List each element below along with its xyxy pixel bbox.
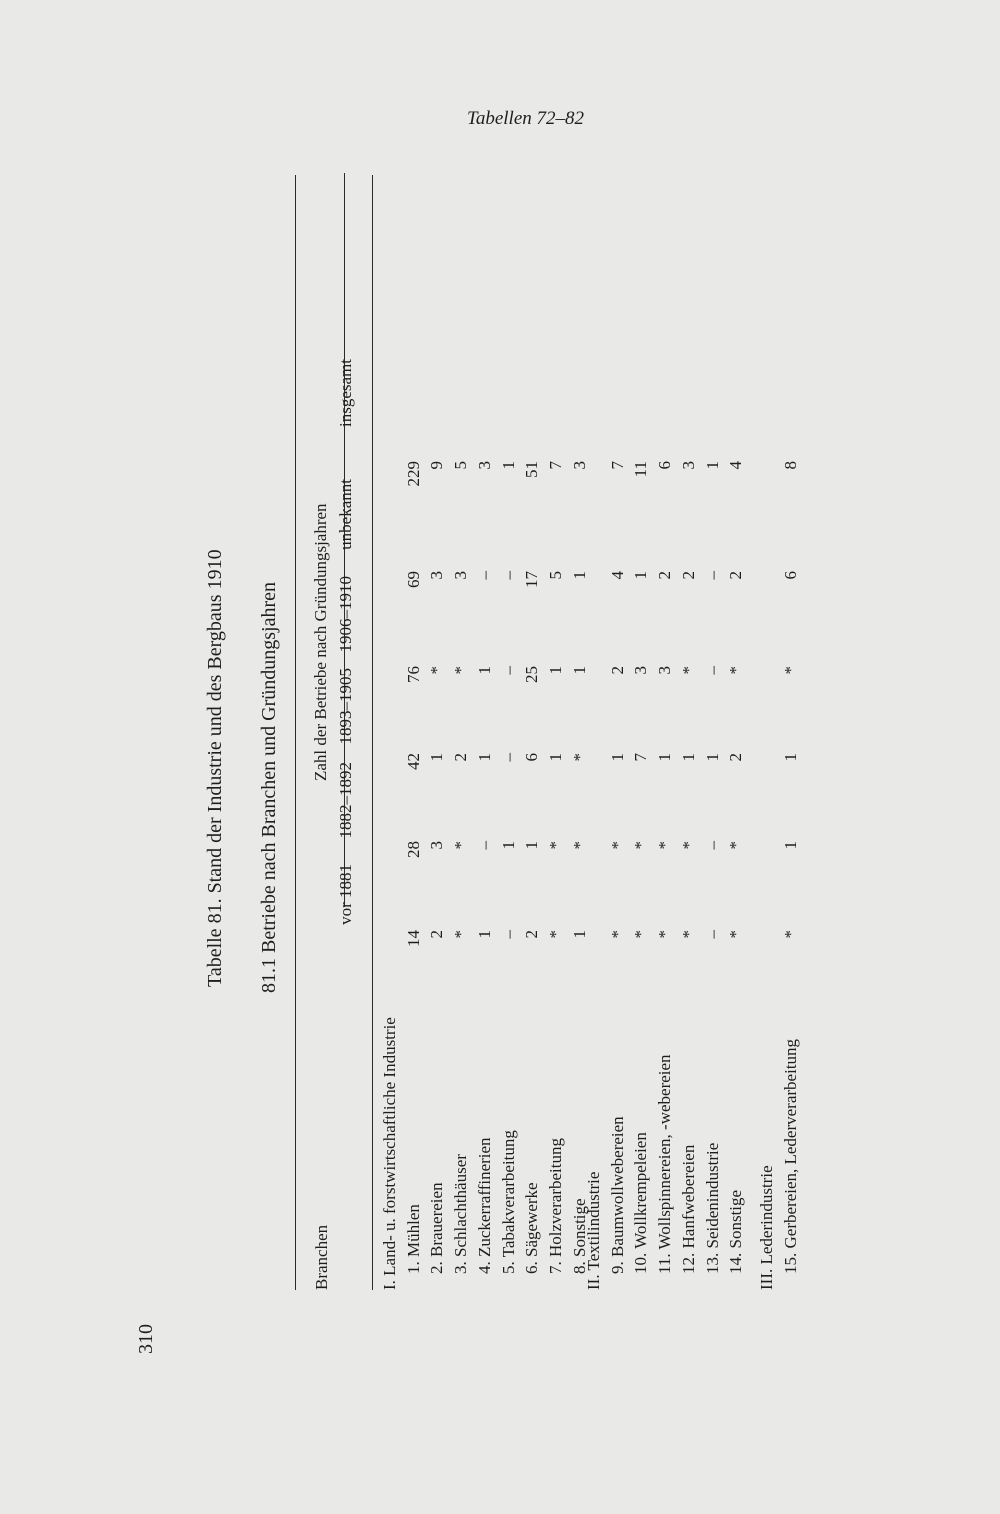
table-cell: – bbox=[498, 753, 518, 762]
row-label: 7. Holzverarbeitung bbox=[545, 1138, 565, 1274]
table-cell: 5 bbox=[451, 461, 471, 470]
table-cell: 2 bbox=[655, 571, 675, 580]
table-cell: 1 bbox=[678, 753, 698, 762]
table-cell: 7 bbox=[607, 461, 627, 470]
table-cell: 7 bbox=[631, 753, 651, 762]
table-cell: 2 bbox=[726, 753, 746, 762]
table-cell: – bbox=[498, 666, 518, 675]
table-cell: * bbox=[545, 841, 565, 850]
row-label: 13. Seidenindustrie bbox=[702, 1142, 722, 1274]
table-cell: 6 bbox=[655, 461, 675, 470]
table-cell: – bbox=[498, 571, 518, 580]
table-subtitle: 81.1 Betriebe nach Branchen und Gründungsjahren bbox=[258, 582, 280, 993]
table-cell: 42 bbox=[403, 753, 423, 770]
table-cell: 2 bbox=[607, 666, 627, 675]
table-cell: 3 bbox=[631, 666, 651, 675]
column-header-1893-1905: 1893–1905 bbox=[336, 668, 355, 745]
table-cell: 11 bbox=[631, 461, 651, 478]
column-group-header: Zahl der Betriebe nach Gründungsjahren bbox=[311, 503, 330, 781]
table-cell: 1 bbox=[474, 753, 494, 762]
table-cell: 1 bbox=[631, 571, 651, 580]
table-cell: 1 bbox=[780, 753, 800, 762]
page-number: 310 bbox=[135, 1324, 157, 1354]
header-bottom-rule bbox=[372, 175, 373, 1290]
row-label: 12. Hanfwebereien bbox=[678, 1144, 698, 1274]
table-cell: * bbox=[678, 841, 698, 850]
table-cell: * bbox=[655, 841, 675, 850]
table-cell: 3 bbox=[655, 666, 675, 675]
row-label: 10. Wollkrempeleien bbox=[631, 1132, 651, 1274]
table-cell: 2 bbox=[726, 571, 746, 580]
running-head: Tabellen 72–82 bbox=[467, 108, 584, 129]
table-cell: 8 bbox=[780, 461, 800, 470]
table-cell: – bbox=[702, 666, 722, 675]
table-top-rule bbox=[295, 175, 296, 1290]
table-cell: * bbox=[427, 666, 447, 675]
table-cell: 3 bbox=[474, 461, 494, 470]
table-cell: * bbox=[678, 930, 698, 939]
column-header-unbekannt: unbekannt bbox=[336, 479, 355, 550]
table-cell: 51 bbox=[522, 461, 542, 478]
row-label: 15. Gerbereien, Lederverarbeitung bbox=[780, 1038, 800, 1274]
table-cell: – bbox=[702, 930, 722, 939]
table-cell: 1 bbox=[780, 841, 800, 850]
table-cell: * bbox=[631, 930, 651, 939]
row-label: 6. Sägewerke bbox=[522, 1182, 542, 1274]
table-cell: 1 bbox=[427, 753, 447, 762]
row-label: 3. Schlachthäuser bbox=[451, 1154, 471, 1274]
table-cell: * bbox=[607, 841, 627, 850]
column-header-vor-1881: vor 1881 bbox=[336, 864, 355, 925]
table-cell: * bbox=[780, 930, 800, 939]
table-cell: 3 bbox=[427, 841, 447, 850]
row-label: 1. Mühlen bbox=[403, 1204, 423, 1274]
row-label: 14. Sonstige bbox=[726, 1189, 746, 1274]
group-label: II. Textilindustrie bbox=[584, 1171, 603, 1290]
table-cell: 1 bbox=[607, 753, 627, 762]
table-cell: – bbox=[474, 571, 494, 580]
table-cell: 3 bbox=[678, 461, 698, 470]
table-title: Tabelle 81. Stand der Industrie und des Bergbaus 1910 bbox=[204, 549, 226, 987]
table-cell: * bbox=[678, 666, 698, 675]
table-cell: * bbox=[780, 666, 800, 675]
table-cell: 2 bbox=[522, 930, 542, 939]
table-cell: 1 bbox=[545, 753, 565, 762]
group-label: III. Lederindustrie bbox=[757, 1165, 776, 1290]
table-cell: * bbox=[451, 841, 471, 850]
table-cell: * bbox=[569, 753, 589, 762]
table-cell: 69 bbox=[403, 571, 423, 588]
table-cell: 1 bbox=[569, 666, 589, 675]
table-cell: * bbox=[569, 841, 589, 850]
table-cell: 4 bbox=[607, 571, 627, 580]
table-cell: 2 bbox=[451, 753, 471, 762]
table-cell: * bbox=[631, 841, 651, 850]
column-header-branchen: Branchen bbox=[312, 1224, 331, 1290]
table-cell: * bbox=[726, 666, 746, 675]
table-cell: – bbox=[702, 841, 722, 850]
table-cell: 1 bbox=[655, 753, 675, 762]
table-cell: 7 bbox=[545, 461, 565, 470]
row-label: 4. Zuckerraffinerien bbox=[474, 1137, 494, 1274]
table-cell: * bbox=[451, 930, 471, 939]
table-cell: 1 bbox=[522, 841, 542, 850]
table-cell: 17 bbox=[522, 571, 542, 588]
row-label: 2. Brauereien bbox=[427, 1182, 447, 1274]
table-cell: 2 bbox=[678, 571, 698, 580]
table-cell: 3 bbox=[427, 571, 447, 580]
table-cell: 4 bbox=[726, 461, 746, 470]
table-cell: 9 bbox=[427, 461, 447, 470]
table-cell: 1 bbox=[569, 930, 589, 939]
column-header-insgesamt: insgesamt bbox=[336, 359, 355, 427]
table-cell: * bbox=[726, 930, 746, 939]
column-header-1882-1892: 1882–1892 bbox=[336, 762, 355, 839]
table-cell: 25 bbox=[522, 666, 542, 683]
table-cell: 5 bbox=[545, 571, 565, 580]
column-header-1906-1910: 1906–1910 bbox=[336, 576, 355, 653]
table-cell: * bbox=[607, 930, 627, 939]
table-cell: 2 bbox=[427, 930, 447, 939]
table-cell: 1 bbox=[702, 753, 722, 762]
table-cell: * bbox=[655, 930, 675, 939]
table-cell: 6 bbox=[522, 753, 542, 762]
row-label: 8. Sonstige bbox=[569, 1198, 589, 1274]
row-label: 11. Wollspinnereien, -webereien bbox=[655, 1054, 675, 1274]
table-cell: 3 bbox=[451, 571, 471, 580]
table-cell: 229 bbox=[403, 461, 423, 487]
table-cell: 6 bbox=[780, 571, 800, 580]
table-cell: * bbox=[451, 666, 471, 675]
table-cell: 1 bbox=[498, 461, 518, 470]
table-cell: 76 bbox=[403, 666, 423, 683]
table-cell: 3 bbox=[569, 461, 589, 470]
table-cell: * bbox=[545, 930, 565, 939]
table-cell: 1 bbox=[498, 841, 518, 850]
table-cell: 28 bbox=[403, 841, 423, 858]
table-cell: * bbox=[726, 841, 746, 850]
table-cell: 1 bbox=[474, 930, 494, 939]
row-label: 5. Tabakverarbeitung bbox=[498, 1130, 518, 1274]
table-cell: – bbox=[498, 930, 518, 939]
table-cell: – bbox=[474, 841, 494, 850]
table-cell: 14 bbox=[403, 930, 423, 947]
table-cell: 1 bbox=[702, 461, 722, 470]
row-label: 9. Baumwollwebereien bbox=[607, 1116, 627, 1274]
group-label: I. Land- u. forstwirtschaftliche Industrie bbox=[380, 1017, 399, 1290]
table-cell: 1 bbox=[545, 666, 565, 675]
table-cell: 1 bbox=[569, 571, 589, 580]
table-cell: – bbox=[702, 571, 722, 580]
table-cell: 1 bbox=[474, 666, 494, 675]
